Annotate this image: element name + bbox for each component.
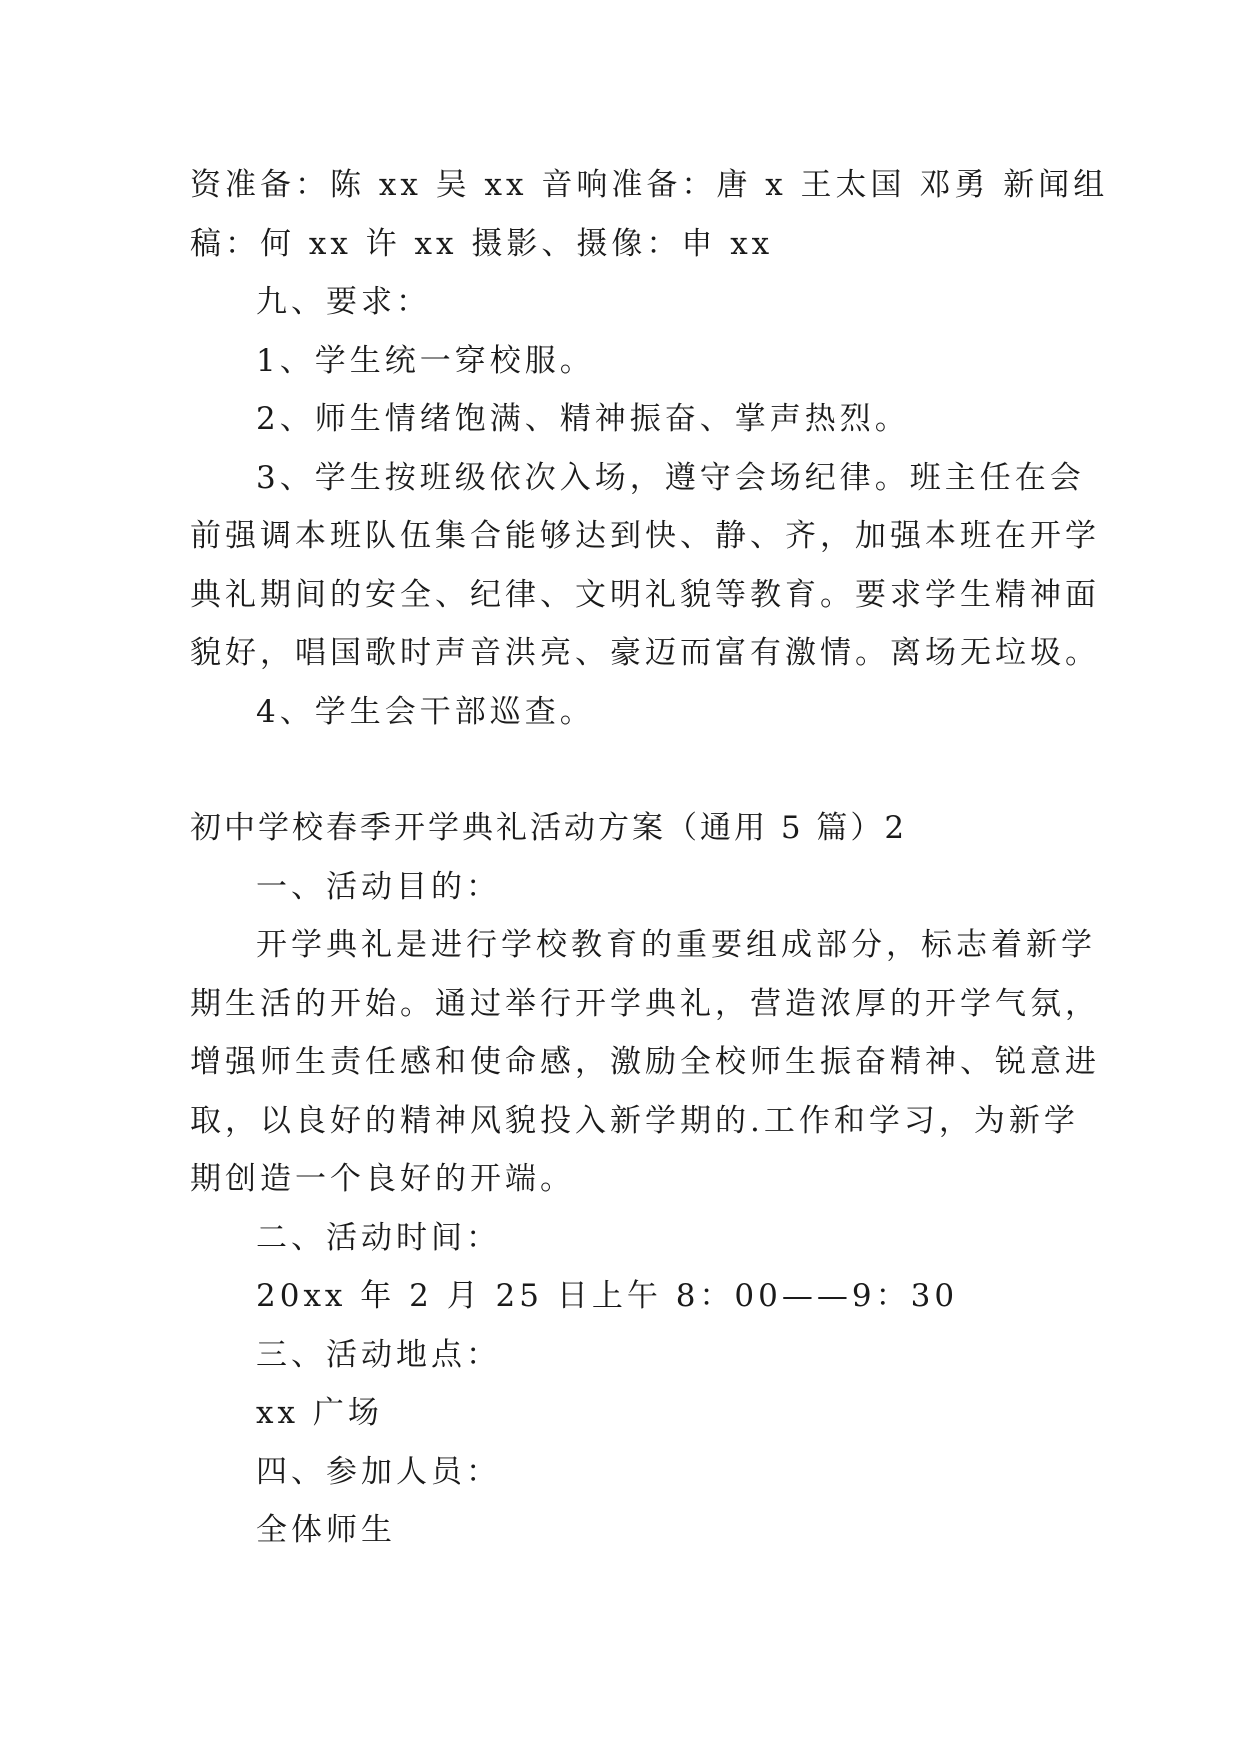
time-heading: 二、活动时间：: [256, 1219, 501, 1256]
requirement-item-3-line-3: 典礼期间的安全、纪律、文明礼貌等教育。要求学生精神面: [190, 576, 1100, 613]
requirement-item-1: 1、学生统一穿校服。: [256, 342, 595, 379]
requirement-item-4: 4、学生会干部巡查。: [256, 693, 595, 730]
participants-value: 全体师生: [256, 1512, 396, 1548]
purpose-line-4: 取，以良好的精神风貌投入新学期的.工作和学习，为新学: [190, 1102, 1079, 1139]
purpose-line-1: 开学典礼是进行学校教育的重要组成部分，标志着新学: [256, 927, 1096, 963]
intro-line-2: 稿：何 xx 许 xx 摄影、摄像：申 xx: [190, 225, 774, 262]
document-body: [190, 156, 1109, 1560]
intro-line-1: 资准备：陈 xx 吴 xx 音响准备：唐 x 王太国 邓勇 新闻组: [190, 167, 1109, 203]
purpose-line-3: 增强师生责任感和使命感，激励全校师生振奋精神、锐意进: [190, 1044, 1100, 1080]
requirement-item-3-line-4: 貌好，唱国歌时声音洪亮、豪迈而富有激情。离场无垃圾。: [190, 635, 1100, 671]
purpose-heading: 一、活动目的：: [256, 868, 501, 905]
requirement-item-2: 2、师生情绪饱满、精神振奋、掌声热烈。: [256, 401, 910, 437]
requirement-item-3-line-2: 前强调本班队伍集合能够达到快、静、齐，加强本班在开学: [190, 518, 1100, 554]
requirement-item-3-line-1: 3、学生按班级依次入场，遵守会场纪律。班主任在会: [256, 459, 1085, 496]
purpose-line-5: 期创造一个良好的开端。: [190, 1161, 575, 1197]
place-value: xx 广场: [256, 1395, 383, 1431]
place-heading: 三、活动地点：: [256, 1336, 501, 1373]
section-spacer: [190, 741, 1070, 799]
requirements-heading: 九、要求：: [256, 284, 431, 320]
section-title: 初中学校春季开学典礼活动方案（通用 5 篇）2: [190, 810, 908, 846]
participants-heading: 四、参加人员：: [256, 1453, 501, 1490]
purpose-line-2: 期生活的开始。通过举行开学典礼，营造浓厚的开学气氛，: [190, 985, 1100, 1022]
time-value: 20xx 年 2 月 25 日上午 8：00——9：30: [256, 1278, 959, 1314]
